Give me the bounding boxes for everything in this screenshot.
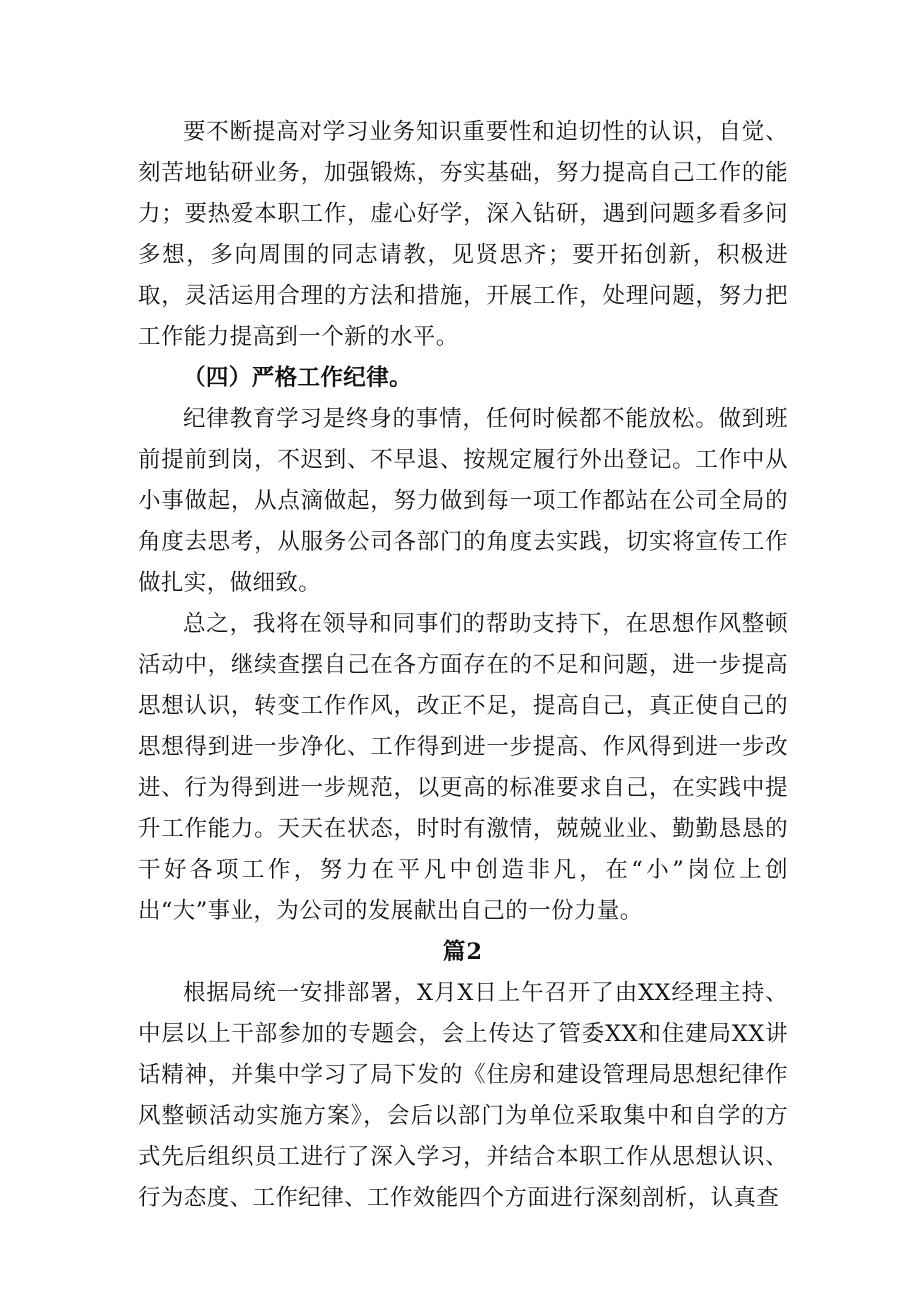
paragraph-summary: 总之，我将在领导和同事们的帮助支持下，在思想作风整顿活动中，继续查摆自己在各方面存在的不足和问题，进一步提高思想认识，转变工作作风，改正不足，提高自己，真正使自己的思想得到进一步净化、工作得到进一步提高、作风得到进一步改进、行为得到进一步规范，以更高的标准要求自己，在实践中提升工作能力。天天在状态，时时有激情，兢兢业业、勤勤恳恳的干好各项工作，努力在平凡中创造非凡，在“小”岗位上创出“大”事业，为公司的发展献出自己的一份力量。 (138, 611, 788, 924)
paragraph-work-ability: 要不断提高对学习业务知识重要性和迫切性的认识，自觉、刻苦地钻研业务，加强锻炼，夯实基础，努力提高自己工作的能力；要热爱本职工作，虚心好学，深入钻研，遇到问题多看多问多想，多向周围的同志请教，见贤思齐；要开拓创新，积极进取，灵活运用合理的方法和措施，开展工作，处理问题，努力把工作能力提高到一个新的水平。 (138, 119, 788, 350)
paragraph-part-2-intro: 根据局统一安排部署，X月X日上午召开了由XX经理主持、中层以上干部参加的专题会，会上传达了管委XX和住建局XX讲话精神，并集中学习了局下发的《住房和建设管理局思想纪律作风整顿活动实施方案》，会后以部门为单位采取集中和自学的方式先后组织员工进行了深入学习，并结合本职工作从思想认识、行为态度、工作纪律、工作效能四个方面进行深刻剖析，认真查 (138, 980, 788, 1211)
section-title-part-2: 篇2 (442, 939, 484, 965)
paragraph-discipline: 纪律教育学习是终身的事情，任何时候都不能放松。做到班前提前到岗，不迟到、不早退、按规定履行外出登记。工作中从小事做起，从点滴做起，努力做到每一项工作都站在公司全局的角度去思考，从服务公司各部门的角度去实践，切实将宣传工作做扎实，做细致。 (138, 406, 788, 596)
document-body (138, 112, 788, 1219)
subheading-work-discipline: （四）严格工作纪律。 (183, 365, 413, 391)
